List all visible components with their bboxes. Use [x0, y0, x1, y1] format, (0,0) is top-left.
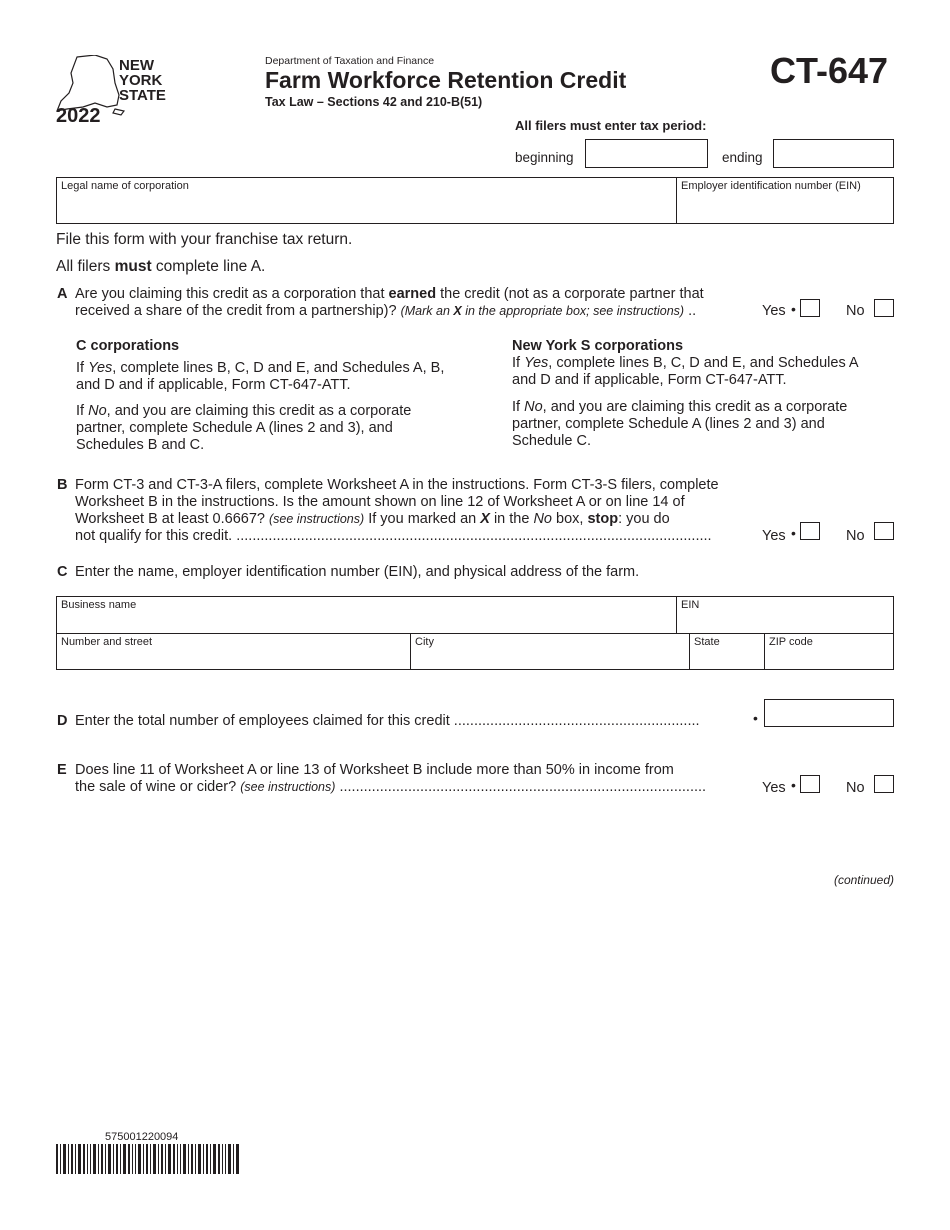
tax-period-note: All filers must enter tax period: — [515, 118, 707, 133]
state-field[interactable] — [689, 633, 765, 670]
line-c-letter: C — [57, 564, 68, 580]
c-p2-l3: Schedules B and C. — [76, 437, 205, 453]
all-filers-post: complete line A. — [151, 258, 266, 275]
line-d-label: Enter the total number of employees claimed for this credit — [75, 713, 450, 729]
file-with-note: File this form with your franchise tax return. — [56, 231, 353, 248]
ending-label: ending — [722, 150, 763, 165]
zip-label: ZIP code — [769, 636, 813, 648]
line-a-letter: A — [57, 286, 68, 302]
business-name-field[interactable] — [56, 596, 677, 634]
line-a-bullet-icon: • — [791, 301, 796, 317]
line-a-text2: received a share of the credit from a partnership)? — [75, 303, 397, 319]
line-e-text — [75, 762, 757, 796]
line-d-text — [75, 713, 755, 730]
line-e-no-label: No — [846, 780, 865, 796]
line-a-instruction — [401, 304, 685, 318]
form-title: Farm Workforce Retention Credit — [265, 67, 627, 93]
line-b-dots: ...................................................................................................................... — [236, 528, 712, 544]
s-p2-no: No — [524, 399, 543, 415]
line-b-l1: Form CT-3 and CT-3-A filers, complete Worksheet A in the instructions. Form CT-3-S filers, complete — [75, 477, 719, 493]
line-b-l3-instr: (see instructions) — [269, 512, 365, 526]
line-a-no-label: No — [846, 303, 865, 319]
all-filers-must: must — [114, 258, 152, 275]
s-p2-l1: , and you are claiming this credit as a corporate — [542, 399, 848, 415]
line-a-yes-label: Yes — [762, 303, 786, 319]
line-d-dots: ............................................................. — [453, 713, 700, 729]
form-number: CT-647 — [770, 50, 889, 91]
line-b-no-checkbox[interactable] — [874, 522, 894, 540]
s-p2-l3: Schedule C. — [512, 433, 591, 449]
line-e-dots: ........................................................................................... — [339, 779, 707, 795]
barcode-icon — [56, 1144, 240, 1174]
tax-law-reference: Tax Law – Sections 42 and 210-B(51) — [265, 95, 483, 109]
line-e-l2-pre: the sale of wine or cider? — [75, 779, 241, 795]
logo-state: STATE — [119, 87, 166, 104]
line-b-l3-mid: If you marked an — [364, 511, 481, 527]
logo-york: YORK — [119, 72, 163, 89]
line-b-bullet-icon: • — [791, 525, 796, 541]
zip-field[interactable] — [764, 633, 894, 670]
line-b-l3-no: No — [533, 511, 552, 527]
barcode-number: 575001220094 — [105, 1131, 179, 1143]
line-b-yes-checkbox[interactable] — [800, 522, 820, 540]
c-p1-pre: If — [76, 360, 89, 376]
line-a-it-pre: (Mark an — [400, 304, 454, 318]
line-b-text — [75, 477, 757, 545]
line-b-l3-post: : you do — [618, 511, 670, 527]
s-corps-heading: New York S corporations — [512, 338, 684, 354]
line-b-l3-stop: stop — [587, 511, 619, 527]
farm-ein-label: EIN — [681, 599, 700, 611]
line-e-no-checkbox[interactable] — [874, 775, 894, 793]
c-corps-no-para — [76, 403, 411, 454]
line-e-yes-label: Yes — [762, 780, 786, 796]
c-corps-yes-para — [76, 360, 444, 394]
line-a-yes-checkbox[interactable] — [800, 299, 820, 317]
line-a-it-x: X — [453, 304, 462, 318]
s-p1-l1: , complete lines B, C, D and E, and Schedules A — [548, 355, 859, 371]
s-p1-pre: If — [512, 355, 525, 371]
c-p2-no: No — [88, 403, 107, 419]
line-b-l2: Worksheet B in the instructions. Is the amount shown on line 12 of Worksheet A or on line 14 of — [75, 494, 685, 510]
line-a-post: the credit (not as a corporate partner that — [436, 286, 704, 302]
line-b-letter: B — [57, 477, 68, 493]
line-b-l3-mid2: in the — [489, 511, 534, 527]
continued-note: (continued) — [833, 873, 894, 887]
nys-logo — [55, 55, 175, 127]
logo-new: NEW — [119, 57, 154, 74]
street-field[interactable] — [56, 633, 411, 670]
line-a-dots: .. — [688, 303, 697, 319]
tax-year: 2022 — [56, 105, 101, 127]
department-name: Department of Taxation and Finance — [265, 55, 435, 67]
line-a-text-2 — [75, 303, 696, 320]
c-corps-heading: C corporations — [76, 338, 180, 354]
line-b-l3-pre: Worksheet B at least 0.6667? — [75, 511, 269, 527]
line-e-l1: Does line 11 of Worksheet A or line 13 of Worksheet B include more than 50% in income from — [75, 762, 674, 778]
line-d-bullet-icon: • — [753, 710, 758, 726]
line-b-no-label: No — [846, 528, 865, 544]
farm-ein-field[interactable] — [676, 596, 894, 634]
state-label: State — [694, 636, 720, 648]
line-c-text: Enter the name, employer identification number (EIN), and physical address of the farm. — [75, 564, 640, 580]
line-e-letter: E — [57, 762, 67, 778]
all-filers-pre: All filers — [56, 258, 115, 275]
c-p2-l2: partner, complete Schedule A (lines 2 and 3), and — [76, 420, 393, 436]
line-a-pre: Are you claiming this credit as a corporation that — [75, 286, 389, 302]
line-a-it-post: in the appropriate box; see instructions) — [461, 304, 685, 318]
s-corps-yes-para — [512, 355, 859, 389]
c-p1-l2: and D and if applicable, Form CT-647-ATT. — [76, 377, 351, 393]
city-field[interactable] — [410, 633, 690, 670]
business-name-label: Business name — [61, 599, 137, 611]
tax-period-beginning-field[interactable] — [585, 139, 708, 168]
ein-field[interactable] — [676, 177, 894, 224]
s-p1-l2: and D and if applicable, Form CT-647-ATT. — [512, 372, 787, 388]
line-e-bullet-icon: • — [791, 777, 796, 793]
line-a-text-1 — [75, 286, 704, 303]
s-p2-l2: partner, complete Schedule A (lines 2 and 3) and — [512, 416, 825, 432]
c-p1-l1: , complete lines B, C, D and E, and Schedules A, B, — [112, 360, 445, 376]
c-p2-l1: , and you are claiming this credit as a corporate — [106, 403, 412, 419]
street-label: Number and street — [61, 636, 153, 648]
line-b-yes-label: Yes — [762, 528, 786, 544]
line-a-earned: earned — [388, 286, 437, 302]
line-b-l3-x: X — [480, 511, 490, 527]
employee-count-field[interactable] — [764, 699, 894, 727]
beginning-label: beginning — [515, 150, 574, 165]
line-e-instr: (see instructions) — [240, 780, 336, 794]
c-p1-yes: Yes — [88, 360, 113, 376]
tax-period-ending-field[interactable] — [773, 139, 894, 168]
s-p1-yes: Yes — [524, 355, 549, 371]
c-p2-pre: If — [76, 403, 89, 419]
line-d-letter: D — [57, 713, 68, 729]
line-e-yes-checkbox[interactable] — [800, 775, 820, 793]
line-b-l4: not qualify for this credit. — [75, 528, 233, 544]
s-corps-no-para — [512, 399, 847, 450]
all-filers-note — [56, 258, 265, 276]
legal-name-field[interactable] — [56, 177, 677, 224]
city-label: City — [415, 636, 434, 648]
s-p2-pre: If — [512, 399, 525, 415]
line-b-l3-mid3: box, — [552, 511, 588, 527]
ein-label: Employer identification number (EIN) — [681, 180, 861, 192]
line-a-no-checkbox[interactable] — [874, 299, 894, 317]
legal-name-label: Legal name of corporation — [61, 180, 189, 192]
